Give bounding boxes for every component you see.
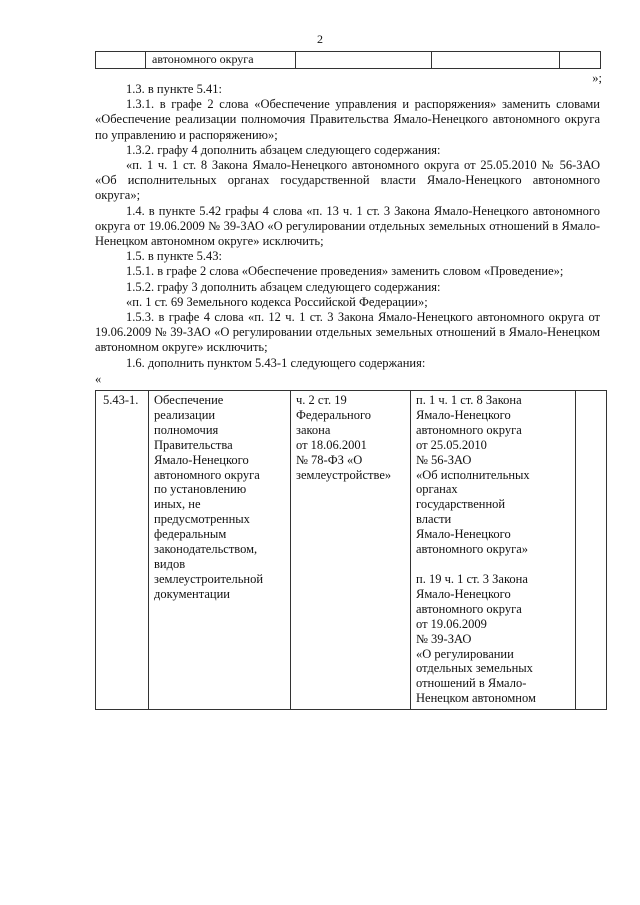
cell-line: № 78-ФЗ «О — [296, 452, 363, 467]
cell-line: «Об исполнительных — [416, 467, 530, 482]
paragraph: 1.3.2. графу 4 дополнить абзацем следующего содержания: — [126, 142, 441, 157]
cell-line: отношений в Ямало- — [416, 676, 527, 691]
cell-line: п. 19 ч. 1 ст. 3 Закона — [416, 571, 528, 586]
cell-line: полномочия — [154, 422, 219, 437]
cell-line: государственной — [416, 497, 506, 512]
cell-line — [416, 557, 571, 572]
cell-line: органах — [416, 482, 458, 497]
paragraph: 1.5. в пункте 5.43: — [126, 249, 222, 264]
table-cell-number — [96, 52, 146, 69]
table-cell-extra — [560, 52, 601, 69]
paragraph: «п. 1 ч. 1 ст. 8 Закона Ямало-Ненецкого автономного округа от 25.05.2010 № 56-ЗАО «Об исполнительных органах государственной власти Ямало-Ненецкого автономного округа»; — [95, 158, 600, 203]
paragraph: 1.4. в пункте 5.42 графы 4 слова «п. 13 ч. 1 ст. 3 Закона Ямало-Ненецкого автономного округа от 19.06.2009 № 39-ЗАО «О регулировании отдельных земельных отношений в Ямало-Ненецком автономном округе» исключить; — [95, 203, 600, 249]
paragraph: «п. 1 ст. 69 Земельного кодекса Российской Федерации»; — [126, 294, 428, 309]
cell-line: автономного округа — [416, 601, 522, 616]
cell-line: реализации — [154, 407, 216, 422]
cell-line: по установлению — [154, 482, 247, 497]
paragraph: 1.3.1. в графе 2 слова «Обеспечение управления и распоряжения» заменить словами «Обеспечение реализации полномочия Правительства Ямало-Ненецкого автономного округа по управлению и распоряжению»; — [95, 97, 600, 142]
cell-line: от 18.06.2001 — [296, 437, 367, 452]
cell-line: п. 1 ч. 1 ст. 8 Закона — [416, 393, 522, 407]
cell-line: законодательством, — [154, 542, 258, 557]
cell-line: «О регулировании — [416, 646, 514, 661]
cell-line: от 25.05.2010 — [416, 437, 487, 452]
paragraph: 1.6. дополнить пунктом 5.43-1 следующего содержания: — [126, 355, 426, 370]
cell-line: № 56-ЗАО — [416, 452, 472, 467]
paragraph: 1.5.2. графу 3 дополнить абзацем следующего содержания: — [126, 279, 441, 294]
cell-line: предусмотренных — [154, 512, 250, 527]
cell-line: автономного округа — [154, 467, 260, 482]
item-extra — [576, 391, 607, 710]
page-number: 2 — [317, 32, 323, 46]
paragraph: 1.5.3. в графе 4 слова «п. 12 ч. 1 ст. 3 Закона Ямало-Ненецкого автономного округа от 19.06.2009 № 39-ЗАО «О регулировании отдельных земельных отношений в Ямало-Ненецком автономном округе» исключить; — [95, 310, 600, 355]
item-number: 5.43-1. — [96, 391, 149, 710]
table-row — [96, 52, 601, 69]
cell-line: Федерального — [296, 407, 372, 422]
cell-line: закона — [296, 422, 331, 437]
table-cell-regional-law — [432, 52, 560, 69]
cell-line: от 19.06.2009 — [416, 616, 487, 631]
cell-line: автономного округа — [416, 422, 522, 437]
cell-line: видов — [154, 556, 186, 571]
table-new-item — [95, 390, 607, 710]
item-federal-basis — [291, 391, 411, 710]
cell-line: ч. 2 ст. 19 — [296, 393, 347, 407]
cell-line: отдельных земельных — [416, 661, 533, 676]
table-cell-federal-law — [296, 52, 432, 69]
paragraph: « — [95, 371, 102, 386]
cell-line: Правительства — [154, 437, 233, 452]
paragraph: 1.3. в пункте 5.41: — [126, 82, 222, 96]
cell-line: Обеспечение — [154, 393, 224, 407]
cell-line: Ямало-Ненецкого — [416, 407, 511, 422]
table-continuation — [95, 51, 601, 69]
cell-line: Ненецком автономном — [416, 691, 536, 706]
cell-line: власти — [416, 512, 452, 527]
cell-line: Ямало-Ненецкого — [416, 586, 511, 601]
cell-line: документации — [154, 586, 230, 601]
table-row — [96, 391, 607, 710]
cell-line: Ямало-Ненецкого — [154, 452, 249, 467]
paragraph: 1.5.1. в графе 2 слова «Обеспечение проведения» заменить словом «Проведение»; — [126, 264, 564, 279]
amendments-text — [95, 82, 600, 387]
cell-line: иных, не — [154, 497, 201, 512]
cell-line: автономного округа» — [416, 542, 529, 557]
cell-line: землеустройстве» — [296, 467, 392, 482]
cell-line: № 39-ЗАО — [416, 631, 472, 646]
table-cell-name: автономного округа — [146, 52, 296, 69]
cell-line: федеральным — [154, 527, 227, 542]
cell-line: землеустроительной — [154, 571, 264, 586]
item-regional-basis — [411, 391, 576, 710]
cell-line: Ямало-Ненецкого — [416, 527, 511, 542]
closing-quote: »; — [592, 71, 602, 85]
item-description — [149, 391, 291, 710]
